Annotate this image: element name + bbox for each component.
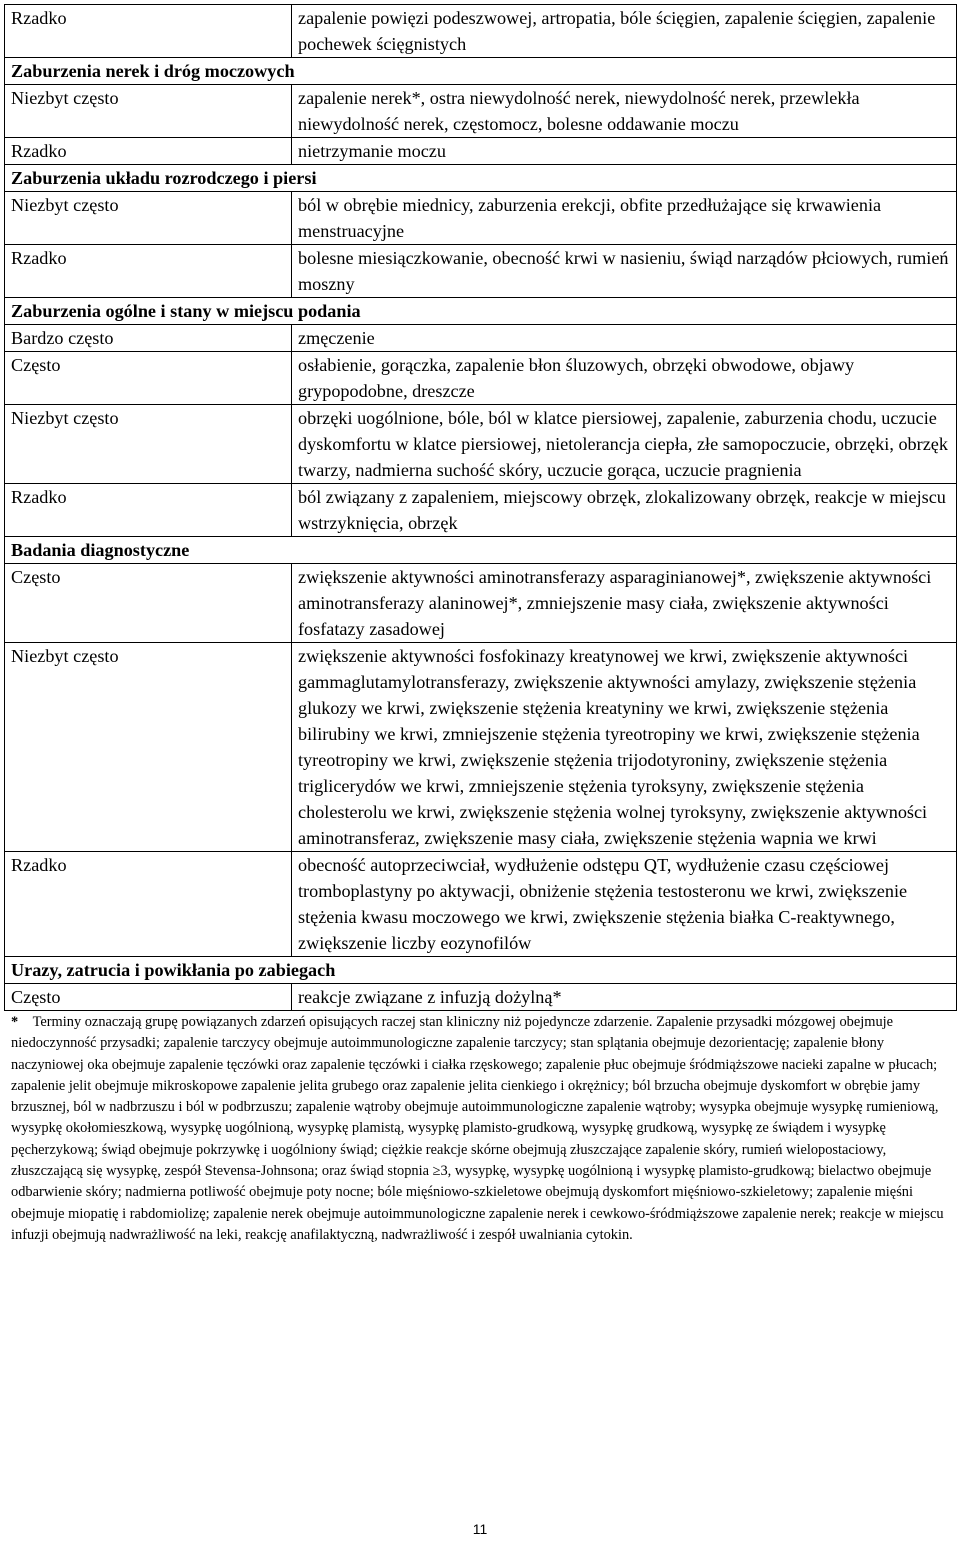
table-row bbox=[5, 852, 957, 957]
table-row bbox=[5, 325, 957, 352]
page-number: 11 bbox=[472, 1521, 488, 1537]
section-title: Zaburzenia ogólne i stany w miejscu podania bbox=[5, 298, 957, 325]
frequency-cell: Często bbox=[5, 352, 292, 405]
frequency-cell: Rzadko bbox=[5, 484, 292, 537]
events-cell: zwiększenie aktywności aminotransferazy asparaginianowej*, zwiększenie aktywności aminotransferazy alaninowej*, zmniejszenie masy ciała, zwiększenie aktywności fosfatazy zasadowej bbox=[292, 564, 957, 643]
events-cell: ból w obrębie miednicy, zaburzenia erekcji, obfite przedłużające się krwawienia menstruacyjne bbox=[292, 192, 957, 245]
events-cell: zwiększenie aktywności fosfokinazy kreatynowej we krwi, zwiększenie aktywności gammaglutamylotransferazy, zwiększenie aktywności amylazy, zwiększenie stężenia glukozy we krwi, zwiększenie stężenia kreatyniny we krwi, zwiększenie stężenia bilirubiny we krwi, zmniejszenie stężenia tyreotropiny we krwi, zwiększenie stężenia tyreotropiny we krwi, zwiększenie stężenia trijodotyroniny, zwiększenie stężenia triglicerydów we krwi, zmniejszenie stężenia tyroksyny, zwiększenie stężenia cholesterolu we krwi, zwiększenie stężenia wolnej tyroksyny, zwiększenie aktywności aminotransferaz, zwiększenie masy ciała, zwiększenie stężenia wapnia we krwi bbox=[292, 643, 957, 852]
frequency-cell: Bardzo często bbox=[5, 325, 292, 352]
frequency-cell: Rzadko bbox=[5, 245, 292, 298]
footnote bbox=[4, 1012, 957, 1246]
section-header-row bbox=[5, 957, 957, 984]
section-title: Urazy, zatrucia i powikłania po zabiegach bbox=[5, 957, 957, 984]
frequency-cell: Rzadko bbox=[5, 5, 292, 58]
frequency-cell: Niezbyt często bbox=[5, 643, 292, 852]
table-row bbox=[5, 192, 957, 245]
events-cell: zapalenie powięzi podeszwowej, artropatia, bóle ścięgien, zapalenie ścięgien, zapalenie pochewek ścięgnistych bbox=[292, 5, 957, 58]
section-header-row bbox=[5, 537, 957, 564]
events-cell: nietrzymanie moczu bbox=[292, 138, 957, 165]
table-row bbox=[5, 138, 957, 165]
section-title: Badania diagnostyczne bbox=[5, 537, 957, 564]
table-row bbox=[5, 984, 957, 1011]
section-title: Zaburzenia nerek i dróg moczowych bbox=[5, 58, 957, 85]
frequency-cell: Często bbox=[5, 984, 292, 1011]
adverse-reactions-table bbox=[4, 4, 957, 1011]
table-row bbox=[5, 5, 957, 58]
table-row bbox=[5, 405, 957, 484]
events-cell: zmęczenie bbox=[292, 325, 957, 352]
frequency-cell: Niezbyt często bbox=[5, 85, 292, 138]
section-title: Zaburzenia układu rozrodczego i piersi bbox=[5, 165, 957, 192]
section-header-row bbox=[5, 165, 957, 192]
table-row bbox=[5, 245, 957, 298]
table-row bbox=[5, 484, 957, 537]
section-header-row bbox=[5, 298, 957, 325]
adverse-reactions-table-body bbox=[5, 5, 957, 1011]
events-cell: osłabienie, gorączka, zapalenie błon śluzowych, obrzęki obwodowe, objawy grypopodobne, dreszcze bbox=[292, 352, 957, 405]
document-page bbox=[4, 4, 957, 1246]
events-cell: obecność autoprzeciwciał, wydłużenie odstępu QT, wydłużenie czasu częściowej tromboplastyny po aktywacji, obniżenie stężenia testosteronu we krwi, zwiększenie stężenia kwasu moczowego we krwi, zwiększenie stężenia białka C-reaktywnego, zwiększenie liczby eozynofilów bbox=[292, 852, 957, 957]
footnote-text: Terminy oznaczają grupę powiązanych zdarzeń opisujących raczej stan kliniczny niż pojedyncze zdarzenie. Zapalenie przysadki mózgowej obejmuje niedoczynność przysadki; zapalenie tarczycy obejmuje autoimmunologiczne zapalenie tarczycy; stan splątania obejmuje dezorientację; zapalenie błony naczyniowej oka obejmuje zapalenie tęczówki oraz zapalenie tęczówki i ciałka rzęskowego; zapalenie płuc obejmuje śródmiąższowe nacieki zapalne w płucach; zapalenie jelit obejmuje mikroskopowe zapalenie jelita grubego oraz zapalenie jelita cienkiego i okrężnicy; ból brzucha obejmuje dyskomfort w obrębie jamy brzusznej, ból w nadbrzuszu i ból w podbrzuszu; zapalenie wątroby obejmuje autoimmunologiczne zapalenie wątroby; wysypka obejmuje wysypkę rumieniową, wysypkę okołomieszkową, wysypkę uogólnioną, wysypkę plamistą, wysypkę plamisto-grudkową, wysypkę grudkową, wysypkę ze świądem i wysypkę pęcherzykową; świąd obejmuje pokrzywkę i uogólniony świąd; ciężkie reakcje skórne obejmują złuszczające zapalenie skóry, rumień wielopostaciowy, złuszczającą się wysypkę, zespół Stevensa-Johnsona; oraz świąd stopnia ≥3, wysypkę, wysypkę uogólnioną i wysypkę plamisto-grudkową; bielactwo obejmuje odbarwienie skóry; nadmierna potliwość obejmuje poty nocne; bóle mięśniowo-szkieletowe obejmują dyskomfort mięśniowo-szkieletowy; zapalenie mięśni obejmuje miopatię i rabdomiolizę; zapalenie nerek obejmuje autoimmunologiczne zapalenie nerek i cewkowo-śródmiąższowe zapalenie nerek; reakcje w miejscu infuzji obejmują nadwrażliwość na leki, reakcję anafilaktyczną, nadwrażliwość i zespół uwalniania cytokin. bbox=[11, 1014, 944, 1243]
table-row bbox=[5, 352, 957, 405]
frequency-cell: Często bbox=[5, 564, 292, 643]
events-cell: zapalenie nerek*, ostra niewydolność nerek, niewydolność nerek, przewlekła niewydolność nerek, częstomocz, bolesne oddawanie moczu bbox=[292, 85, 957, 138]
section-header-row bbox=[5, 58, 957, 85]
events-cell: ból związany z zapaleniem, miejscowy obrzęk, zlokalizowany obrzęk, reakcje w miejscu wstrzyknięcia, obrzęk bbox=[292, 484, 957, 537]
frequency-cell: Niezbyt często bbox=[5, 192, 292, 245]
footnote-marker: * bbox=[11, 1014, 19, 1030]
table-row bbox=[5, 85, 957, 138]
frequency-cell: Niezbyt często bbox=[5, 405, 292, 484]
frequency-cell: Rzadko bbox=[5, 138, 292, 165]
events-cell: obrzęki uogólnione, bóle, ból w klatce piersiowej, zapalenie, zaburzenia chodu, uczucie dyskomfortu w klatce piersiowej, nietolerancja ciepła, złe samopoczucie, obrzęki, obrzęk twarzy, nadmierna suchość skóry, uczucie gorąca, uczucie pragnienia bbox=[292, 405, 957, 484]
frequency-cell: Rzadko bbox=[5, 852, 292, 957]
table-row bbox=[5, 643, 957, 852]
table-row bbox=[5, 564, 957, 643]
events-cell: reakcje związane z infuzją dożylną* bbox=[292, 984, 957, 1011]
events-cell: bolesne miesiączkowanie, obecność krwi w nasieniu, świąd narządów płciowych, rumień moszny bbox=[292, 245, 957, 298]
